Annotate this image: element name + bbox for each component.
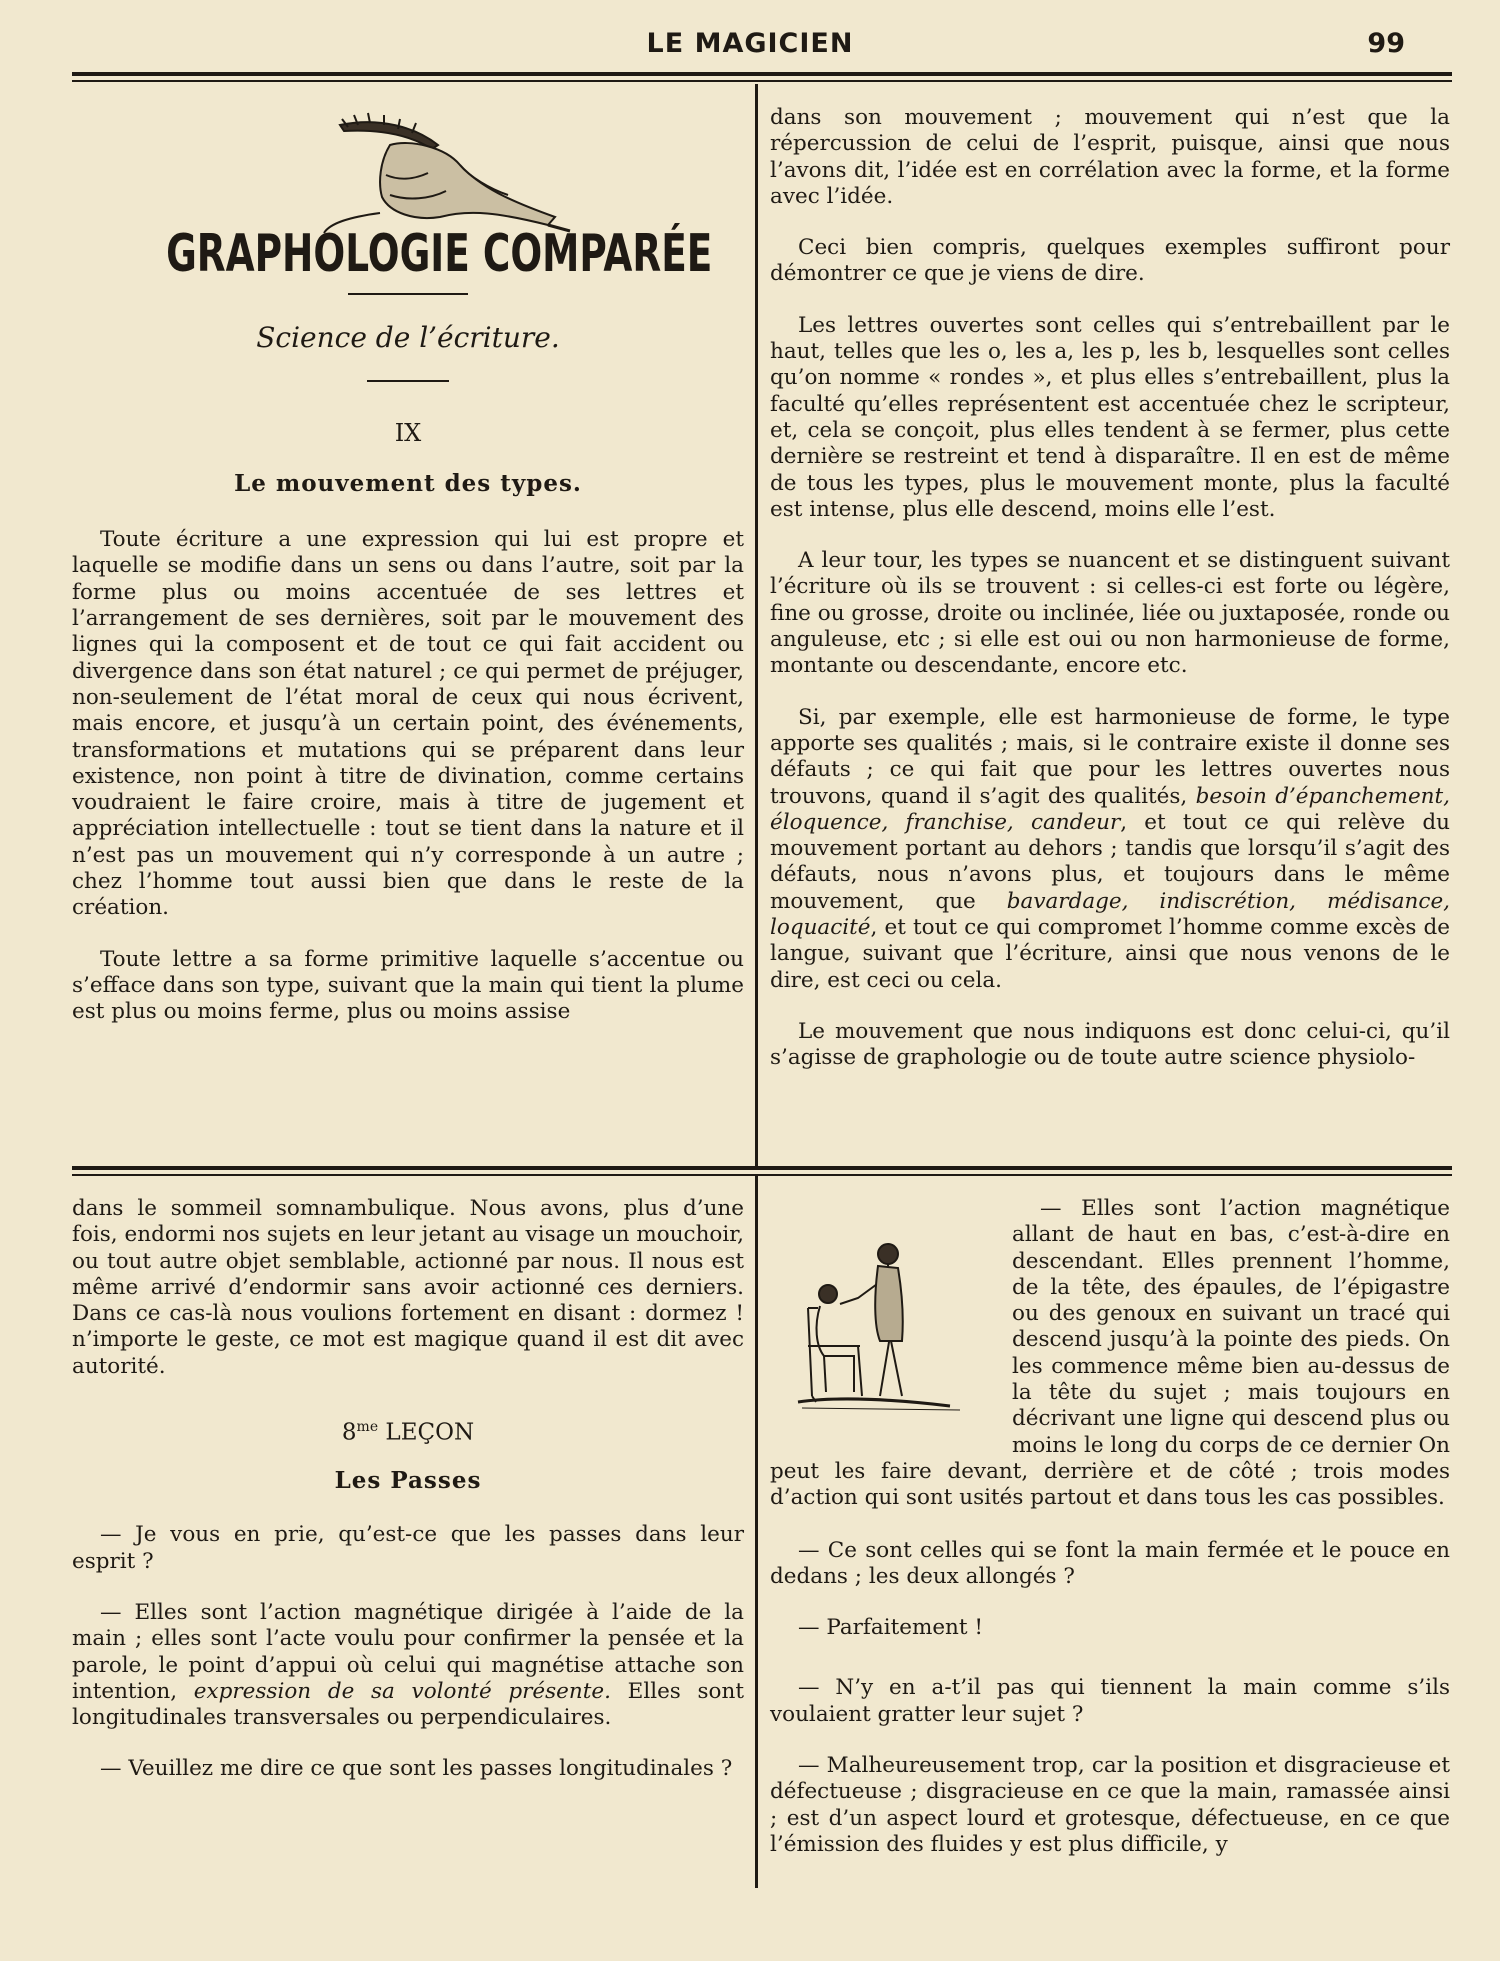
qualities-list: besoin d’épanchement, éloquence, franchise, candeur: [770, 783, 1450, 835]
paragraph-text: , et tout ce qui compromet l’homme comme excès de langue, suivant que l’écriture, ainsi que nous venons de le dire, est ceci ou cela.: [770, 915, 1450, 993]
article-paragraph: dans son mouvement ; mouvement qui n’est que la répercussion de celui de l’esprit, puisque, ainsi que nous l’avons dit, l’idée est en corrélation avec la forme, et la forme avec l’idée.: [770, 105, 1450, 209]
header-rule-thick: [72, 72, 1452, 76]
lesson-number: [72, 1414, 744, 1446]
column-divider-bottom: [755, 1176, 758, 1888]
page-number: 99: [1367, 28, 1405, 59]
article-paragraph: A leur tour, les types se nuancent et se distinguent suivant l’écriture où ils se trouvent : si celles-ci est forte ou légère, fine ou grosse, droite ou inclinée, liée ou juxtaposée, ronde ou anguleuse, etc ; si elle est oui ou non harmonieuse de forme, montante ou descendante, encore etc.: [770, 548, 1450, 679]
article-paragraph: Le mouvement que nous indiquons est donc celui-ci, qu’il s’agisse de graphologie ou de toute autre science physiolo-: [770, 1018, 1450, 1071]
answer-text: Elles sont longitudinales transversales ou perpendiculaires.: [72, 1678, 744, 1731]
article-paragraph: [770, 705, 1450, 994]
section-rule-thin: [72, 1174, 1452, 1176]
running-title: LE MAGICIEN: [646, 28, 854, 59]
lesson-ordinal: 8: [341, 1419, 357, 1446]
lesson-right-column: [770, 1196, 1450, 1858]
lesson-paragraph: dans le sommeil somnambulique. Nous avons, plus d’une fois, endormi nos sujets en leur jetant au visage un mouchoir, ou tout autre objet semblable, actionné par nous. Il nous est même arrivé d’endormir sans avoir actionné ces derniers. Dans ce cas-là nous voulions fortement en disant : dormez ! n’importe le geste, ce mot est magique quand il est dit avec autorité.: [72, 1196, 744, 1379]
article-left-column: [72, 105, 744, 1026]
article-title: GRAPHOLOGIE COMPARÉE: [166, 224, 713, 284]
lesson-ordinal-suffix: me: [356, 1419, 379, 1436]
lesson-question: — N’y en a-t’il pas qui tiennent la main comme s’ils voulaient gratter leur sujet ?: [770, 1675, 1450, 1727]
article-paragraph: Les lettres ouvertes sont celles qui s’entrebaillent par le haut, telles que les o, les a, les p, les b, lesquelles sont celles qu’on nomme « rondes », et plus elles s’entrebaillent, plus la faculté qu’elles représentent est accentuée chez le scripteur, et, cela se conçoit, plus elles tendent à se fermer, plus cette dernière se restreint et tend à disparaître. Il en est de même de tous les types, plus le mouvement monte, plus la faculté est intense, plus elle descend, moins elle l’est.: [770, 312, 1450, 522]
magnetizer-illustration: [770, 1196, 1000, 1446]
paragraph-text: , et tout ce qui relève du mouvement portant au dehors ; tandis que lorsqu’il s’agit des défauts, nous n’avons plus, et toujours dans le même mouvement, que: [770, 809, 1450, 914]
header-rule-thin: [72, 80, 1452, 82]
lesson-answer: — Malheureusement trop, car la position et disgracieuse et défectueuse ; disgracieuse en ce que la main, ramassée ainsi ; est d’un aspect lourd et grotesque, défectueuse, en ce que l’émission des fluides y est plus difficile, y: [770, 1753, 1450, 1857]
lesson-title: Les Passes: [334, 1467, 482, 1495]
lesson-question: — Veuillez me dire ce que sont les passes longitudinales ?: [100, 1756, 733, 1782]
article-right-column: [770, 105, 1450, 1072]
answer-text: — Elles sont l’action magnétique dirigée à l’aide de la main ; elles sont l’acte voulu pour confirmer la pensée et la parole, le point d’appui où celui qui magnétise attache son intention,: [72, 1599, 744, 1704]
answer-emphasis: expression de sa volonté présente.: [193, 1678, 611, 1704]
chapter-number: IX: [394, 418, 422, 447]
lesson-left-column: [72, 1196, 744, 1783]
lesson-label: LEÇON: [385, 1419, 475, 1446]
column-divider-top: [755, 84, 758, 1166]
section-rule-thick: [72, 1166, 1452, 1170]
subtitle-divider: [367, 380, 449, 382]
answer-text: ou moins le long du corps de ce dernier On peut les faire devant, derrière et de côté ; trois modes d’action qui sont usités partout et dans tous les cas possibles.: [770, 1406, 1450, 1511]
section-heading: Le mouvement des types.: [234, 469, 582, 497]
lesson-question: — Je vous en prie, qu’est-ce que les passes dans leur esprit ?: [72, 1522, 744, 1574]
quill-hand-icon: [72, 105, 744, 235]
answer-text: — Elles sont l’action magnétique allant de haut en bas, c’est-à-dire en descendant. Elles prennent l’homme, de la tête, des épaules, de l’épigastre ou des genoux en suivant un tracé qui descend jusqu’à la pointe des pieds. On les commence même bien au-dessus de la tête du sujet ; mais toujours en décrivant une ligne qui descend plus: [1012, 1196, 1450, 1432]
magnetizer-figure-icon: [770, 1196, 1000, 1446]
lesson-answer: — Parfaitement !: [798, 1615, 984, 1641]
defects-list: bavardage, indiscrétion, médisance, loquacité: [770, 888, 1450, 941]
article-subtitle: Science de l’écriture.: [256, 321, 560, 355]
lesson-question: — Ce sont celles qui se font la main fermée et le pouce en dedans ; les deux allongés ?: [770, 1537, 1450, 1589]
paragraph-text: Si, par exemple, elle est harmonieuse de forme, le type apporte ses qualités ; mais, si le contraire existe il donne ses défauts ; ce qui fait que pour les lettres ouvertes nous trouvons, quand il s’agit des qualités,: [770, 704, 1450, 809]
quill-hand-illustration: [72, 105, 744, 235]
lesson-answer: [72, 1600, 744, 1731]
title-divider: [348, 293, 468, 295]
article-paragraph: Toute lettre a sa forme primitive laquelle s’accentue ou s’efface dans son type, suivant que la main qui tient la plume est plus ou moins ferme, plus ou moins assise: [72, 946, 744, 1025]
article-paragraph: Toute écriture a une expression qui lui est propre et laquelle se modifie dans un sens ou dans l’autre, soit par la forme plus ou moins accentuée de ses lettres et l’arrangement de ses dernières, soit par le mouvement des lignes qui la composent et de tout ce qui fait accident ou divergence dans son état naturel ; ce qui permet de préjuger, non-seulement de l’état moral de ceux qui nous écrivent, mais encore, et jusqu’à un certain point, des événements, transformations et mutations qui se préparent dans leur existence, non point à titre de divination, comme certains voudraient le faire croire, mais à titre de jugement et appréciation intellectuelle : tout se tient dans la nature et il n’est pas un mouvement qui n’y corresponde à un autre ; chez l’homme tout aussi bien que dans le reste de la création.: [72, 527, 744, 921]
article-paragraph: Ceci bien compris, quelques exemples suffiront pour démontrer ce que je viens de dire.: [770, 235, 1450, 287]
